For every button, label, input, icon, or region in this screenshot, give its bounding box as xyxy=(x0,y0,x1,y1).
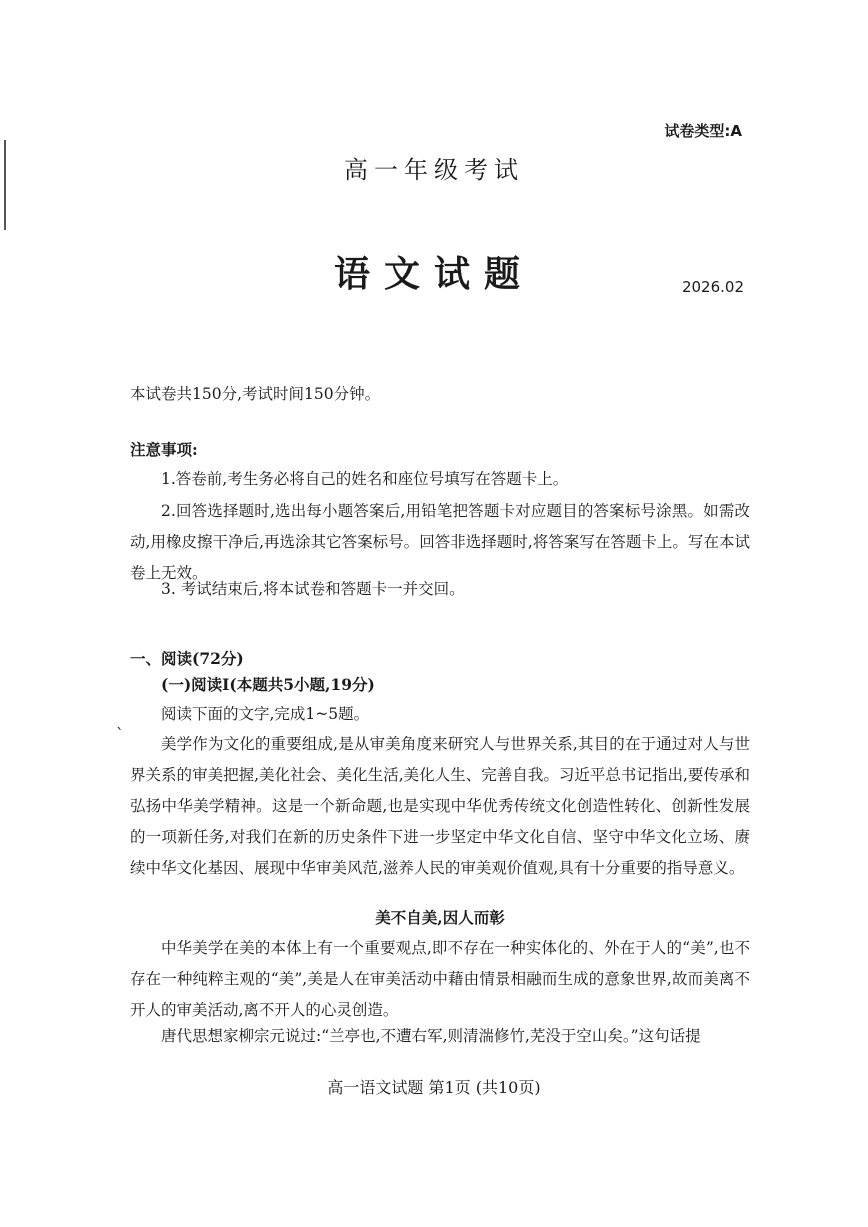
notice-item-3: 3. 考试结束后,将本试卷和答题卡一并交回。 xyxy=(161,580,465,598)
notice-item-2: 2.回答选择题时,选出每小题答案后,用铅笔把答题卡对应题目的答案标号涂黑。如需改动,用橡皮擦干净后,再选涂其它答案标号。回答非选择题时,将答案写在答题卡上。写在本试卷上无效。 xyxy=(130,502,750,582)
part-title: (一)阅读Ⅰ(本题共5小题,19分) xyxy=(161,675,375,694)
exam-intro: 本试卷共150分,考试时间150分钟。 xyxy=(130,385,381,403)
passage-paragraph-1: 美学作为文化的重要组成,是从审美角度来研究人与世界关系,其目的在于通过对人与世界关系的审美把握,美化社会、美化生活,美化人生、完善自我。习近平总书记指出,要传承和弘扬中华美学精神。这是一个新命题,也是实现中华优秀传统文化创造性转化、创新性发展的一项新任务,对我们在新的历史条件下进一步坚定中华文化自信、坚守中华文化立场、赓续中华文化基因、展现中华审美风范,滋养人民的审美观价值观,具有十分重要的指导意义。 xyxy=(130,735,750,877)
passage-paragraph-3: 唐代思想家柳宗元说过:“兰亭也,不遭右军,则清湍修竹,芜没于空山矣。”这句话提 xyxy=(161,1027,701,1045)
section-title: 一、阅读(72分) xyxy=(130,649,244,668)
page-footer: 高一语文试题 第1页 (共10页) xyxy=(327,1078,541,1097)
reading-instruction: 阅读下面的文字,完成1~5题。 xyxy=(161,705,370,723)
paper-type-label: 试卷类型:A xyxy=(664,122,742,140)
passage-subheading: 美不自美,因人而彰 xyxy=(375,908,505,927)
passage-paragraph-2: 中华美学在美的本体上有一个重要观点,即不存在一种实体化的、外在于人的“美”,也不存在一种纯粹主观的“美”,美是人在审美活动中藉由情景相融而生成的意象世界,故而美离不开人的审美活动,离不开人的心灵创造。 xyxy=(130,939,750,1019)
exam-title: 高一年级考试 xyxy=(344,156,524,184)
notice-title: 注意事项: xyxy=(130,440,198,459)
exam-date: 2026.02 xyxy=(681,278,744,296)
notice-item-1: 1.答卷前,考生务必将自己的姓名和座位号填写在答题卡上。 xyxy=(161,470,569,488)
scan-tick-mark: ˋ xyxy=(116,725,124,744)
subject-title: 语文试题 xyxy=(333,253,534,295)
